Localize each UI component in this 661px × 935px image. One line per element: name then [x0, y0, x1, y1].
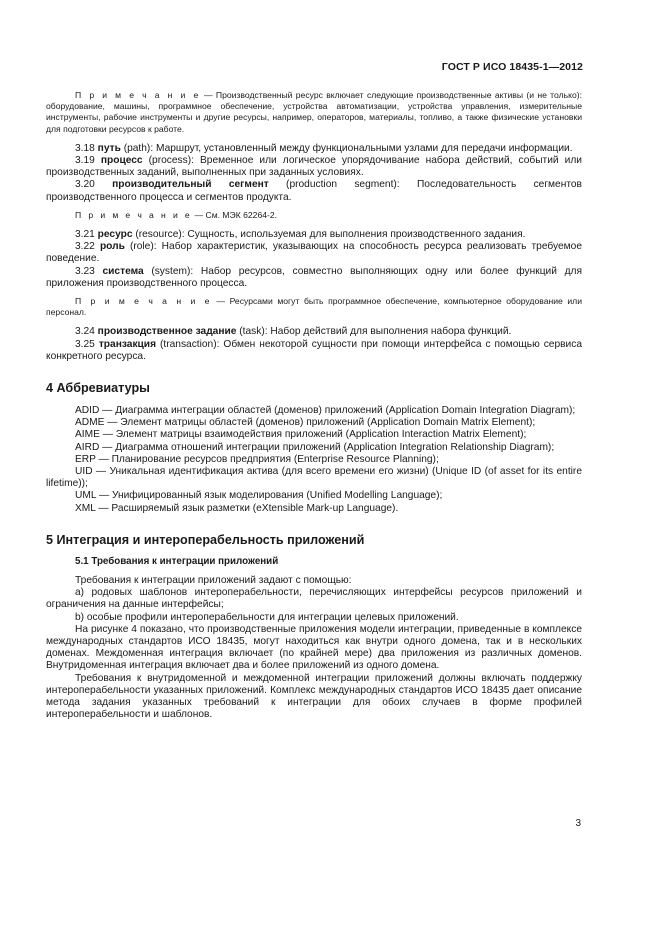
def-text: (role): Набор характеристик, указывающих на способность ресурса реализовать требуемое поведение. — [46, 241, 582, 265]
note-label: П р и м е ч а н и е — [75, 209, 193, 220]
def-text: (transaction): Обмен некоторой сущности при помощи интерфейса с помощью сервиса конкретного ресурса. — [46, 338, 582, 362]
def-number: 3.24 — [75, 326, 95, 338]
page-content — [46, 90, 582, 721]
body-paragraph: b) особые профили интероперабельности для интеграции целевых приложений. — [75, 611, 459, 623]
def-term: производственное задание — [97, 326, 237, 338]
section-5-heading: 5 Интеграция и интероперабельность приложений — [46, 532, 365, 547]
def-term: производительный сегмент — [112, 179, 269, 191]
note-label: П р и м е ч а н и е — [75, 90, 201, 100]
def-number: 3.25 — [75, 338, 95, 350]
definition-3-22 — [46, 241, 582, 265]
def-term: роль — [99, 241, 125, 253]
def-term: транзакция — [98, 338, 157, 350]
def-text: (resource): Сущность, используемая для выполнения производственного задания. — [132, 229, 526, 241]
definition-3-24 — [46, 326, 582, 338]
abbreviation-item: AIME — Элемент матрицы взаимодействия приложений (Application Interaction Matrix Element); — [75, 429, 527, 441]
note-1 — [46, 90, 582, 135]
text-block — [46, 90, 582, 721]
def-text: (production segment): Последовательность сегментов производственного процесса и сегментов продукта. — [46, 179, 582, 203]
def-text: (system): Набор ресурсов, совместно выполняющих одну или более функций для приложения производственного процесса. — [46, 265, 582, 289]
note-label: П р и м е ч а н и е — [75, 296, 212, 307]
note-text: — См. МЭК 62264-2. — [192, 209, 278, 220]
abbreviation-item: XML — Расширяемый язык разметки (eXtensible Mark-up Language). — [75, 502, 399, 514]
definition-3-23 — [46, 266, 582, 290]
section-5-1-heading: 5.1 Требования к интеграции приложений — [75, 555, 279, 567]
def-number: 3.21 — [75, 229, 95, 241]
definition-3-18 — [46, 143, 582, 155]
abbreviation-item: ADID — Диаграмма интеграции областей (доменов) приложений (Application Domain Integration Diagram); — [75, 405, 576, 417]
body-paragraph: а) родовых шаблонов интероперабельности, перечисляющих интерфейсы ресурсов приложений и ограничения на данные интерфейсы; — [46, 587, 582, 611]
abbreviation-item: AIRD — Диаграмма отношений интеграции приложений (Application Integration Relationship Diagram); — [75, 441, 555, 453]
def-text: (process): Временное или логическое упорядочивание набора действий, событий или производственных заданий, выполненных при заданных условиях. — [46, 155, 582, 179]
def-number: 3.22 — [75, 241, 95, 253]
page-number: 3 — [575, 818, 581, 829]
def-number: 3.20 — [75, 179, 95, 191]
def-number: 3.23 — [75, 265, 95, 277]
body-paragraph: Требования к внутридоменной и междоменной интеграции приложений должны включать поддержку интероперабельности указанных приложений. Комплекс международных стандартов ИСО 18435 дает описание метода задания указанных требований к интеграции для обоих случаев в форме профилей интероперабельности и шаблонов. — [46, 672, 582, 721]
abbreviation-item: UML — Унифицированный язык моделирования (Unified Modelling Language); — [75, 490, 443, 502]
definition-3-25 — [46, 339, 582, 363]
abbreviation-item: UID — Уникальная идентификация актива (для всего времени его жизни) (Unique ID (of asset for its entire lifetime)); — [46, 466, 582, 490]
def-text: (task): Набор действий для выполнения набора функций. — [236, 326, 512, 338]
body-paragraph: На рисунке 4 показано, что производственные приложения модели интеграции, приведенные в комплексе международных стандартов ИСО 18435, могут находиться как внутри одного домена, так и в нескольких доменах. Междоменная интеграция включает (по крайней мере) два приложения из различных доменов. Внутридоменная интеграция включает два и более приложений из одного домена. — [46, 623, 582, 672]
def-text: (path): Маршрут, установленный между функциональными узлами для передачи информации. — [120, 142, 573, 154]
definition-3-20 — [46, 179, 582, 203]
note-text: — Ресурсами могут быть программное обеспечение, компьютерное оборудование или персонал. — [46, 296, 582, 318]
section-4-heading: 4 Аббревиатуры — [46, 381, 150, 396]
abbreviation-item: ERP — Планирование ресурсов предприятия (Enterprise Resource Planning); — [75, 453, 439, 465]
note-2 — [46, 210, 582, 221]
def-term: ресурс — [97, 229, 133, 241]
def-term: путь — [97, 142, 121, 154]
def-term: процесс — [100, 155, 143, 167]
def-number: 3.18 — [75, 142, 95, 154]
document-header: ГОСТ Р ИСО 18435-1—2012 — [441, 61, 583, 73]
body-paragraph: Требования к интеграции приложений задают с помощью: — [75, 574, 352, 586]
definition-3-19 — [46, 155, 582, 179]
def-number: 3.19 — [75, 155, 95, 167]
abbreviation-item: ADME — Элемент матрицы областей (доменов) приложений (Application Domain Matrix Element); — [75, 417, 536, 429]
note-text: — Производственный ресурс включает следующие производственные активы (и не только): оборудование, машины, программное обеспечение, устройства автоматизации, устройства управления, измерительные инструменты, рабочие инструменты и другие ресурсы, например, операторов, материалы, топливо, а также физические установки для подготовки ресурсов к работе. — [46, 90, 582, 134]
def-term: система — [102, 265, 144, 277]
definition-3-21 — [46, 229, 582, 241]
note-3 — [46, 296, 582, 318]
